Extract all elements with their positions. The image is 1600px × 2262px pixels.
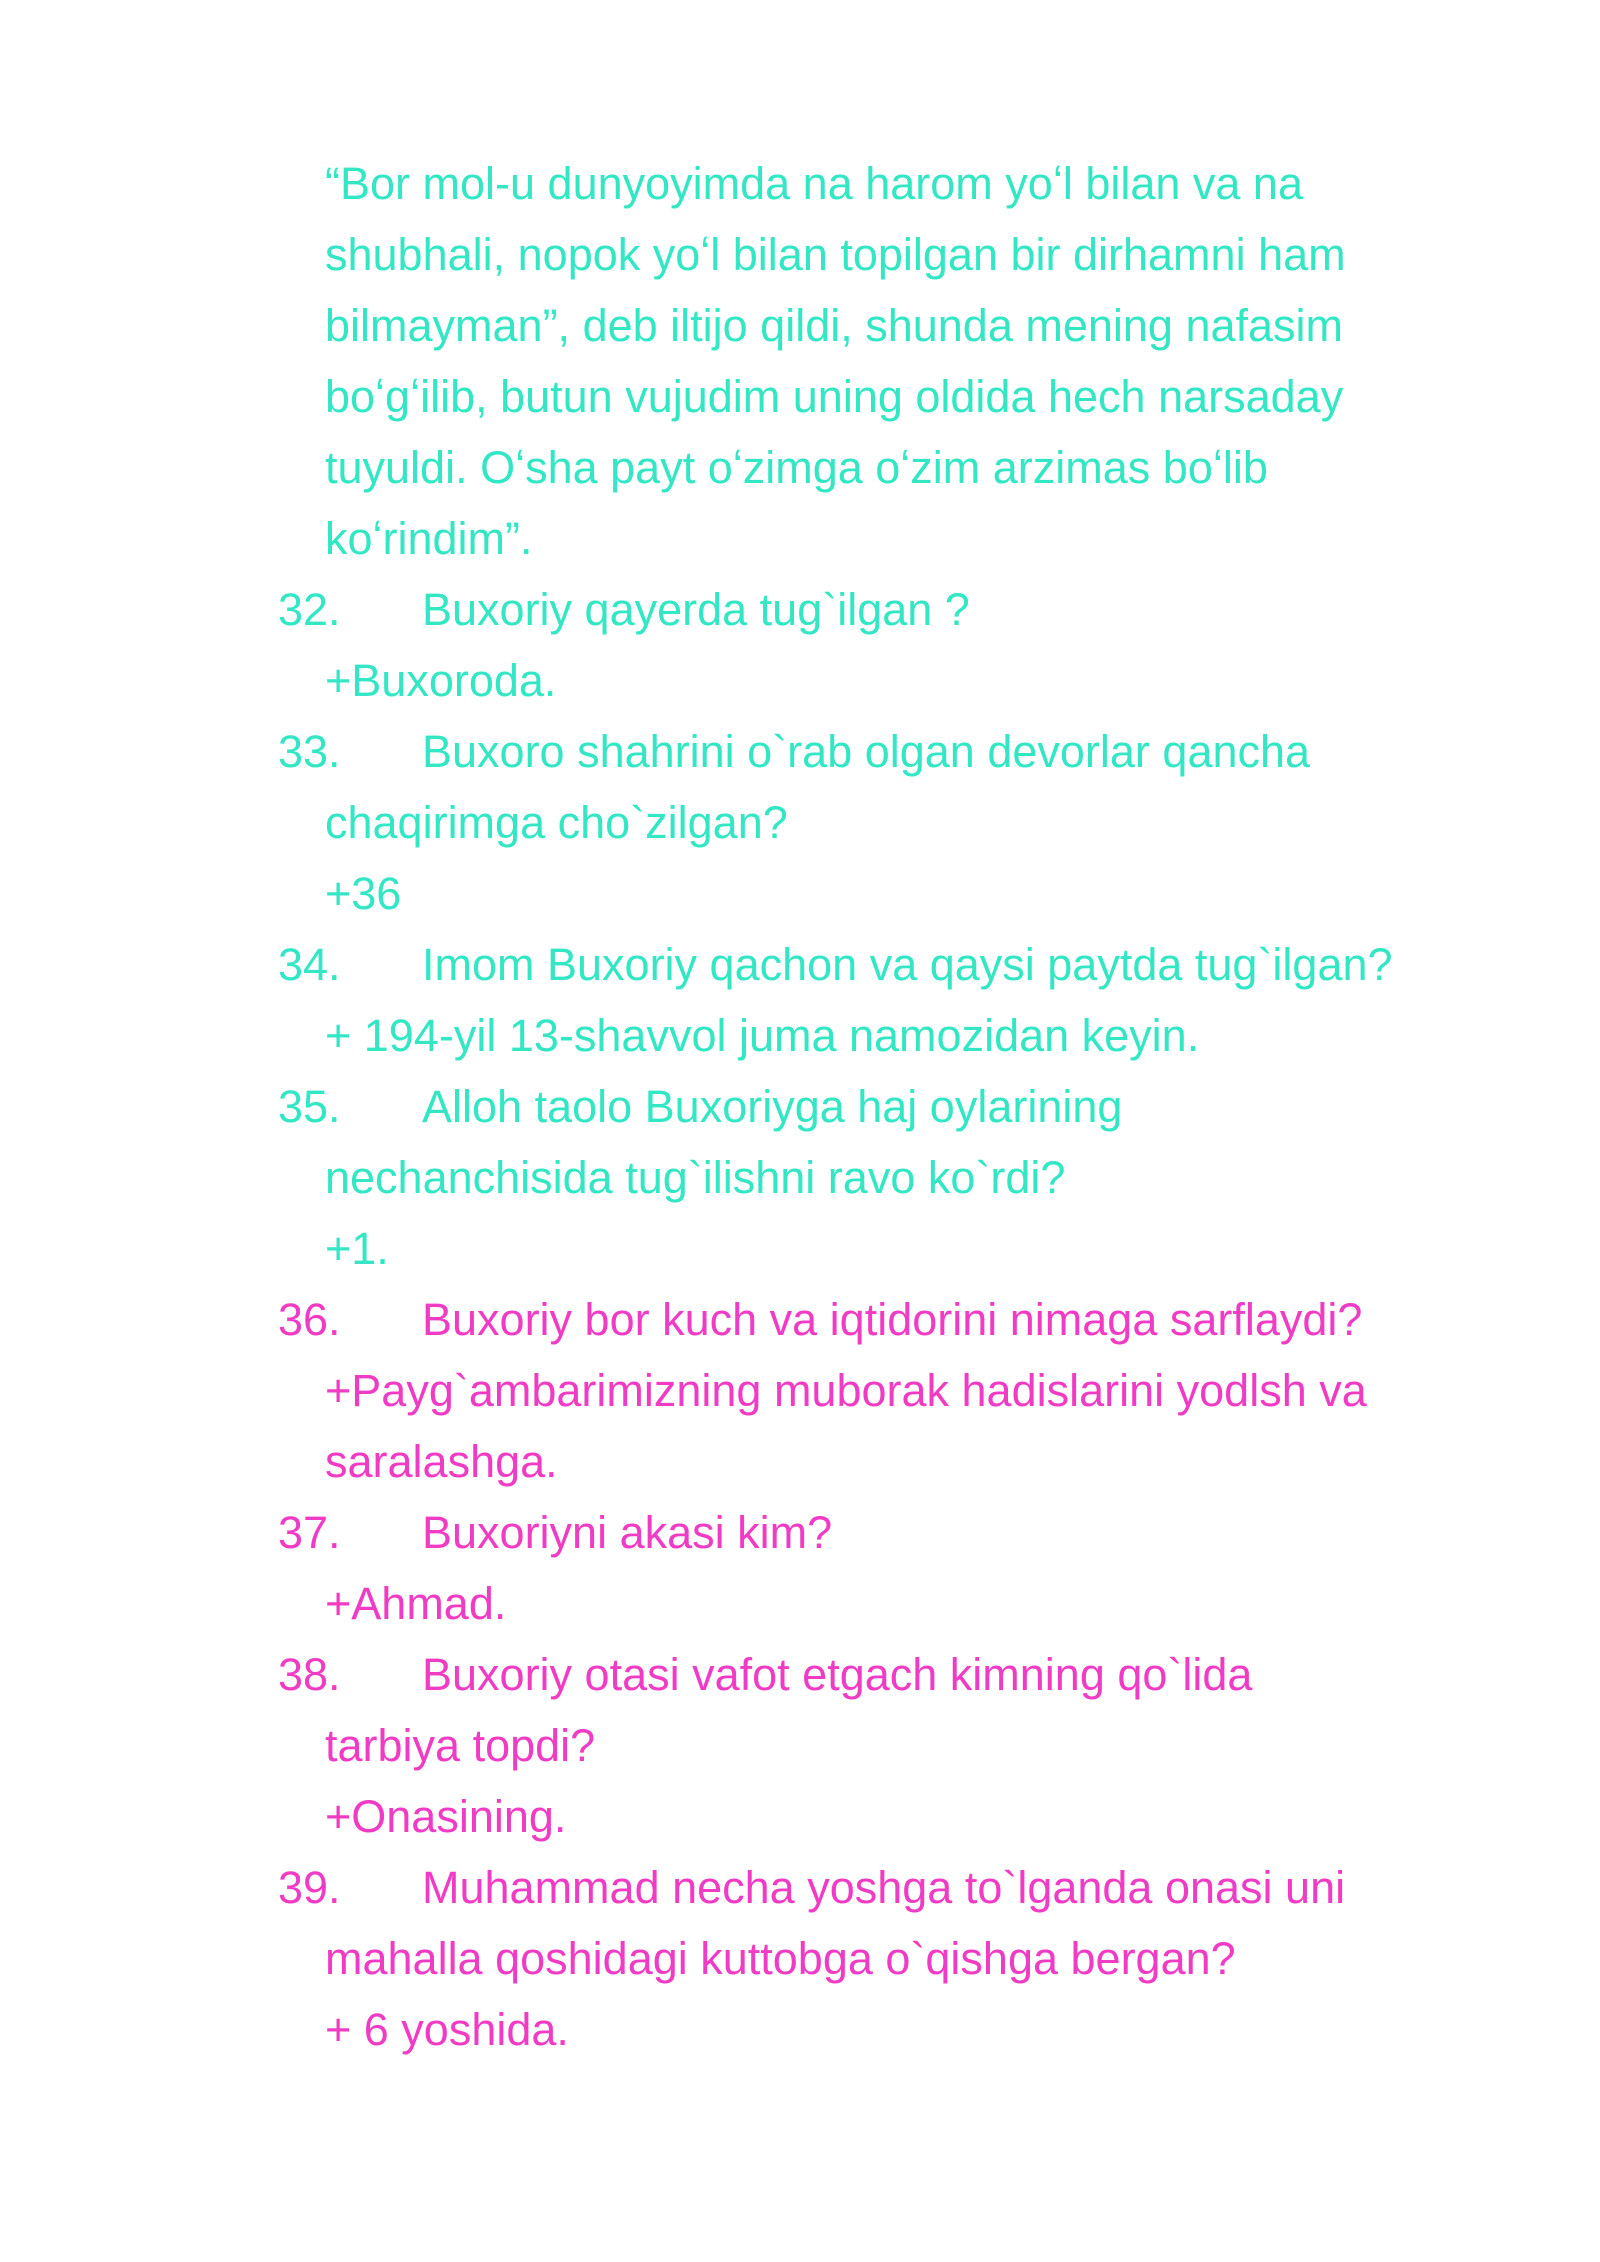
intro-line: bilmayman”, deb iltijo qildi, shunda mening nafasim xyxy=(325,300,1344,351)
answer-text: + 194-yil 13-shavvol juma namozidan keyin. xyxy=(325,1010,1200,1061)
answer-text: +Payg`ambarimizning muborak hadislarini yodlsh va xyxy=(325,1365,1367,1416)
question-item xyxy=(278,574,1478,716)
question-number: 35. xyxy=(278,1081,341,1132)
question-number: 34. xyxy=(278,939,341,990)
question-line xyxy=(278,1852,1478,1923)
question-text-continued: mahalla qoshidagi kuttobga o`qishga bergan? xyxy=(325,1933,1236,1984)
question-number: 37. xyxy=(278,1507,341,1558)
intro-line: boʻgʻilib, butun vujudim uning oldida hech narsaday xyxy=(325,371,1344,422)
answer-text: +Onasining. xyxy=(325,1791,567,1842)
intro-line: “Bor mol-u dunyoyimda na harom yoʻl bilan va na xyxy=(325,158,1303,209)
question-number: 36. xyxy=(278,1294,341,1345)
answer-text: +Buxoroda. xyxy=(325,655,557,706)
document-body xyxy=(278,148,1478,2065)
answer-text: +36 xyxy=(325,868,402,919)
question-line xyxy=(278,1639,1478,1710)
question-text-continued: tarbiya topdi? xyxy=(325,1720,596,1771)
question-line xyxy=(278,929,1478,1000)
question-item xyxy=(278,1497,1478,1639)
question-number: 38. xyxy=(278,1649,341,1700)
answer-text: saralashga. xyxy=(325,1436,558,1487)
intro-paragraph xyxy=(278,148,1478,574)
question-item xyxy=(278,1639,1478,1852)
question-text: Buxoriy otasi vafot etgach kimning qo`lida xyxy=(422,1649,1253,1700)
question-number: 39. xyxy=(278,1862,341,1913)
question-text: Buxoriy qayerda tug`ilgan ? xyxy=(422,584,970,635)
question-list xyxy=(278,574,1478,2065)
answer-text: + 6 yoshida. xyxy=(325,2004,569,2055)
question-text: Buxoriy bor kuch va iqtidorini nimaga sarflaydi? xyxy=(422,1294,1363,1345)
answer-text: +Ahmad. xyxy=(325,1578,507,1629)
question-line xyxy=(278,1284,1478,1355)
question-item xyxy=(278,1071,1478,1284)
question-text: Muhammad necha yoshga to`lganda onasi uni xyxy=(422,1862,1346,1913)
question-number: 32. xyxy=(278,584,341,635)
question-text: Alloh taolo Buxoriyga haj oylarining xyxy=(422,1081,1123,1132)
question-text-continued: chaqirimga cho`zilgan? xyxy=(325,797,788,848)
question-text: Imom Buxoriy qachon va qaysi paytda tug`ilgan? xyxy=(422,939,1393,990)
intro-line: shubhali, nopok yoʻl bilan topilgan bir dirhamni ham xyxy=(325,229,1346,280)
question-line xyxy=(278,716,1478,787)
question-item xyxy=(278,1284,1478,1497)
question-item xyxy=(278,716,1478,929)
answer-text: +1. xyxy=(325,1223,389,1274)
question-line xyxy=(278,1497,1478,1568)
intro-line: koʻrindim”. xyxy=(325,513,533,564)
question-item xyxy=(278,1852,1478,2065)
question-text-continued: nechanchisida tug`ilishni ravo ko`rdi? xyxy=(325,1152,1066,1203)
question-line xyxy=(278,574,1478,645)
intro-line: tuyuldi. Oʻsha payt oʻzimga oʻzim arzimas boʻlib xyxy=(325,442,1268,493)
question-number: 33. xyxy=(278,726,341,777)
question-text: Buxoriyni akasi kim? xyxy=(422,1507,833,1558)
question-item xyxy=(278,929,1478,1071)
question-text: Buxoro shahrini o`rab olgan devorlar qancha xyxy=(422,726,1311,777)
question-line xyxy=(278,1071,1478,1142)
